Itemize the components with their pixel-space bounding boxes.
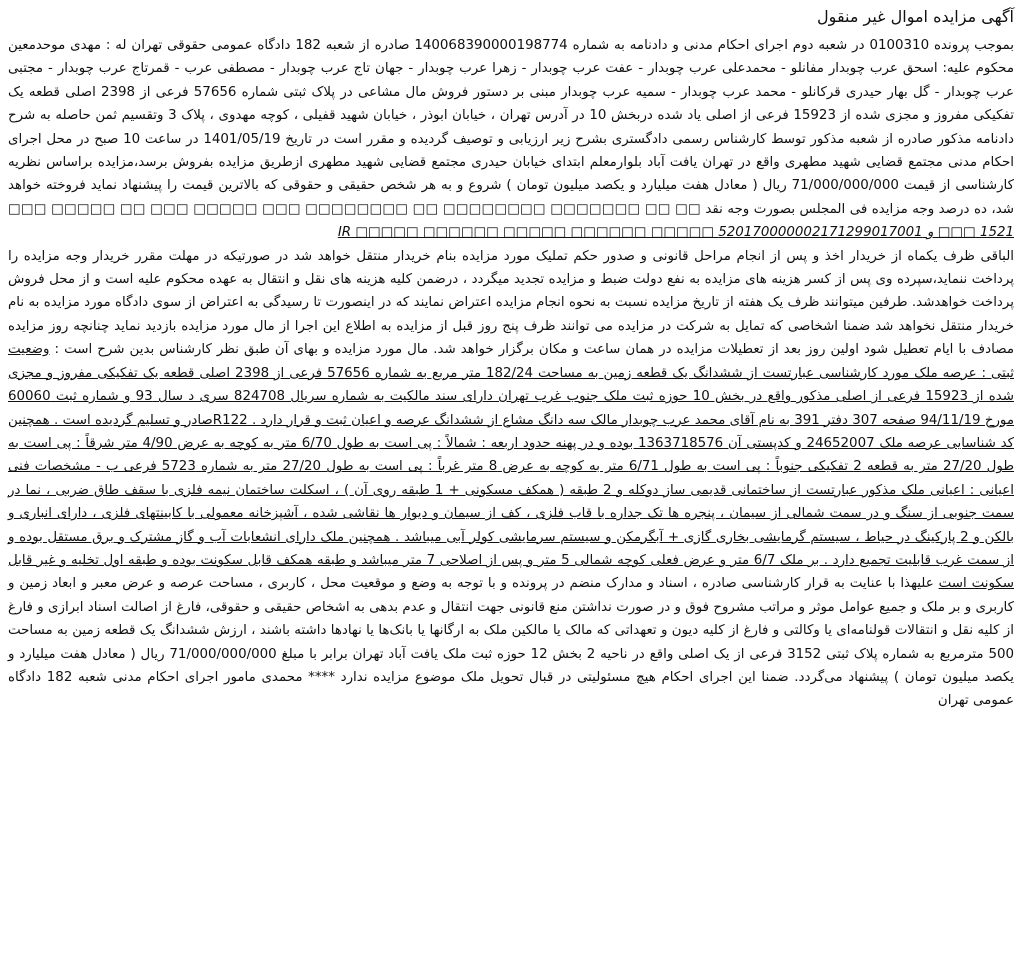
bank-account-line (338, 225, 1014, 240)
bank-code: 1521 (979, 225, 1014, 241)
intro-text: بموجب پرونده 0100310 در شعبه دوم اجرای احکام مدنی و دادنامه به شماره 140068390000198774 صادره از شعبه 182 دادگاه عمومی حقوقی تهران له : مهدی موحدمعین محکوم علیه: اسحق عرب چوبدار مفانلو - محمدعلی عرب چوبدار - عفت عرب چوبدار - زهرا عرب چوبدار - جهان تاج عرب چوبدار - مصطفی عرب - قمرتاج عرب چوبدار - مجتبی عرب چوبدار - گل بهار حیدری قرکانلو - محمد عرب چوبدار - سمیه عرب چوبدار مبنی بر دستور فروش مال مشاعی در پلاک ثبتی شماره 57656 فرعی از 2398 اصلی قطعه یک تفکیکی مفروز و مجزی شده از 15923 فرعی از اصلی یاد شده دربخش 10 در آدرس تهران ، خیابان ابوذر ، خیابان شهید قفیلی ، کوچه مهدوی ، پلاک 3 وتقسیم ثمن حاصله به شرح دادنامه مذکور صادره از شعبه مذکور توسط کارشناس رسمی دادگستری بشرح زیر ارزیابی و توصیف گردیده و مقرر است در تاریخ 1401/05/19 در ساعت 10 صبح در محل اجرای احکام مدنی مجتمع قضایی شهید مطهری واقع در تهران یافت آباد بلوارمعلم ابتدای خیابان حیدری مجتمع قضایی شهید مطهری ازطریق مزایده بفروش برسد،مزایده براساس نظریه کارشناسی از قیمت 71/000/000/000 ریال ( معادل هفت میلیارد و یکصد میلیون تومان ) شروع و به هر شخص حقیقی و حقوقی که بالاترین قیمت را پیشنهاد نماید فروخته خواهد شد، ده درصد وجه مزایده فی المجلس بصورت وجه نقد (8, 38, 1015, 217)
garbled-text-1: □□ □□ □□□□□□□ □□□□□□□□ □□ □□□□□□□□ □□□ □□□□□ □□□ □□ □□□□□ □□□ (8, 201, 701, 217)
property-description: وضعیت ثبتی : عرصه ملک مورد کارشناسی عبارتست از ششدانگ یک قطعه زمین به مساحت 182/24 متر مربع به شماره 57656 فرعی از 2398 اصلی قطعه یک تفکیکی مفروز و مجزی شده از 15923 فرعی از اصلی مذکور واقع در بخش 10 حوزه ثبت ملک جنوب غرب تهران دارای سند مالکیت به شماره سریال 824708 سری د سال 93 و شماره ثبت 60060 مورخ 94/11/19 صفحه 307 دفتر 391 به نام آقای محمد عرب چوبدار مالک سه دانگ مشاع از ششدانگ عرصه و اعیان ثبت و قرار دارد . R122صادر و تسلیم گردیده است . همچنین کد شناسایی عرصه ملک 24652007 و کدپستی آن 1363718576 بوده و در پهنه حدود اربعه : شمالاً : پی است به طول 6/70 متر به کوچه به عرض 4/90 متر شرقاً : پی است به طول 27/20 متر به قطعه 2 تفکیکی جنوباً : پی است به طول 6/71 متر به کوچه به عرض 8 متر غرباً : پی است به طول 27/20 متر به شماره 5723 فرعی ب - مشخصات فنی اعیانی : اعیانی ملک مذکور عبارتست از ساختمانی قدیمی ساز دوکله و 2 طبقه ( همکف مسکونی + 1 طبقه روی آن ) ، اسکلت ساختمان نیمه فلزی با سقف طاق ضربی ، نما در سمت جنوبی از سنگ و در سمت شمالی از سیمان ، پنجره ها تک جداره با قاب فلزی ، کف از سیمان و دیوار ها نقاشی شده ، آشپزخانه معمولی با کابینتهای فلزی ، دارای انباری و بالکن و 2 پارکینگ در حیاط ، سیستم گرمایشی بخاری گازی + آبگرمکن و سیستم سرمایشی کولر آبی میباشد . همچنین ملک دارای انشعابات آب و گاز مشترک و برق مستقل بوده و از سمت غرب قابلیت تجمیع دارد . بر ملک 6/7 متر و عرض فعلی کوچه شمالی 5 متر و پس از اصلاحی 7 متر میباشد و طبقه همکف قابل سکونت بوده و طبقه اول تخلیه و غیر قابل سکونت است (8, 342, 1015, 592)
bank-and-text: □□□ و (926, 225, 976, 241)
garbled-text-2: □□□□□ □□□□□□ □□□□□ □□□□□□ □□□□□ (355, 225, 714, 241)
notice-paragraph-terms (8, 245, 1014, 713)
notice-title: آگهی مزایده اموال غیر منقول (817, 7, 1014, 26)
notice-paragraph-intro (8, 34, 1014, 245)
terms-text: الباقی ظرف یکماه از خریدار اخذ و پس از انجام مراحل قانونی و صدور حکم تملیک مورد مزایده بنام خریدار منتقل خواهد شد در صورتیکه در مهلت مقرر خریدار وجه مزایده را پرداخت ننماید،سپرده وی پس از کسر هزینه های مزایده به نفع دولت ضبط و مزایده تجدید میگردد ، درضمن کلیه هزینه های نقل و انتقال به عهده محکوم علیه است و از محل فروش پرداخت خواهدشد. طرفین میتوانند ظرف یک هفته از تاریخ مزایده نسبت به نحوه انجام مزایده اعتراض نمایند که در اینصورت تا رسیدگی به اعتراض از سوی دادگاه مورد مزایده به نام خریدار منتقل نخواهد شد ضمنا اشخاصی که تمایل به شرکت در مزایده می توانند ظرف پنج روز قبل از مزایده به اطلاع این اجرا از مال مورد مزایده بازدید نماید چنانچه روز مزایده مصادف با ایام تعطیل شود اولین روز بعد از تعطیلات مزایده در همان ساعت و مکان برگزار خواهد شد. مال مورد مزایده و بهای آن طبق نظر کارشناس بدین شرح است : (8, 248, 1014, 358)
valuation-text: علیهذا با عنایت به قرار کارشناسی صادره ، اسناد و مدارک منضم در پرونده و با توجه به وضع و موقعیت محل ، کاربری ، مساحت عرصه و عرض معبر و ابعاد زمین و کاربری و بر ملک و جمیع عوامل موثر و مراتب مشروح فوق و در صورت نداشتن منع قانونی جهت انتقال و عدم بدهی به اشخاص حقیقی و حقوقی، فارغ از اصالت اسناد ابرازی و فارغ از کلیه نقل و انتقالات قولنامه‌ای یا وکالتی و فارغ از کلیه دیون و تعهداتی که مالک یا مالکین ملک به ارگانها یا بانک‌ها یا نهادها داشته باشند ، ارزش ششدانگ یک قطعه زمین به مساحت 500 مترمربع به شماره پلاک ثبتی 3152 فرعی از یک اصلی واقع در ناحیه 2 بخش 12 حوزه ثبت ملک یافت آباد تهران برابر با مبلغ 71/000/000/000 ریال ( معادل هفت میلیارد و یکصد میلیون تومان ) پیشنهاد می‌گردد. ضمنا این اجرای احکام هیچ مسئولیتی در قبال تحویل ملک موضوع مزایده ندارد **** محمدی مامور اجرای احکام مدنی شعبه 182 دادگاه عمومی تهران (8, 576, 1014, 709)
notice-body (8, 34, 1014, 713)
iban-prefix: IR (337, 225, 352, 241)
iban-number: 520170000002171299017001 (718, 225, 923, 241)
